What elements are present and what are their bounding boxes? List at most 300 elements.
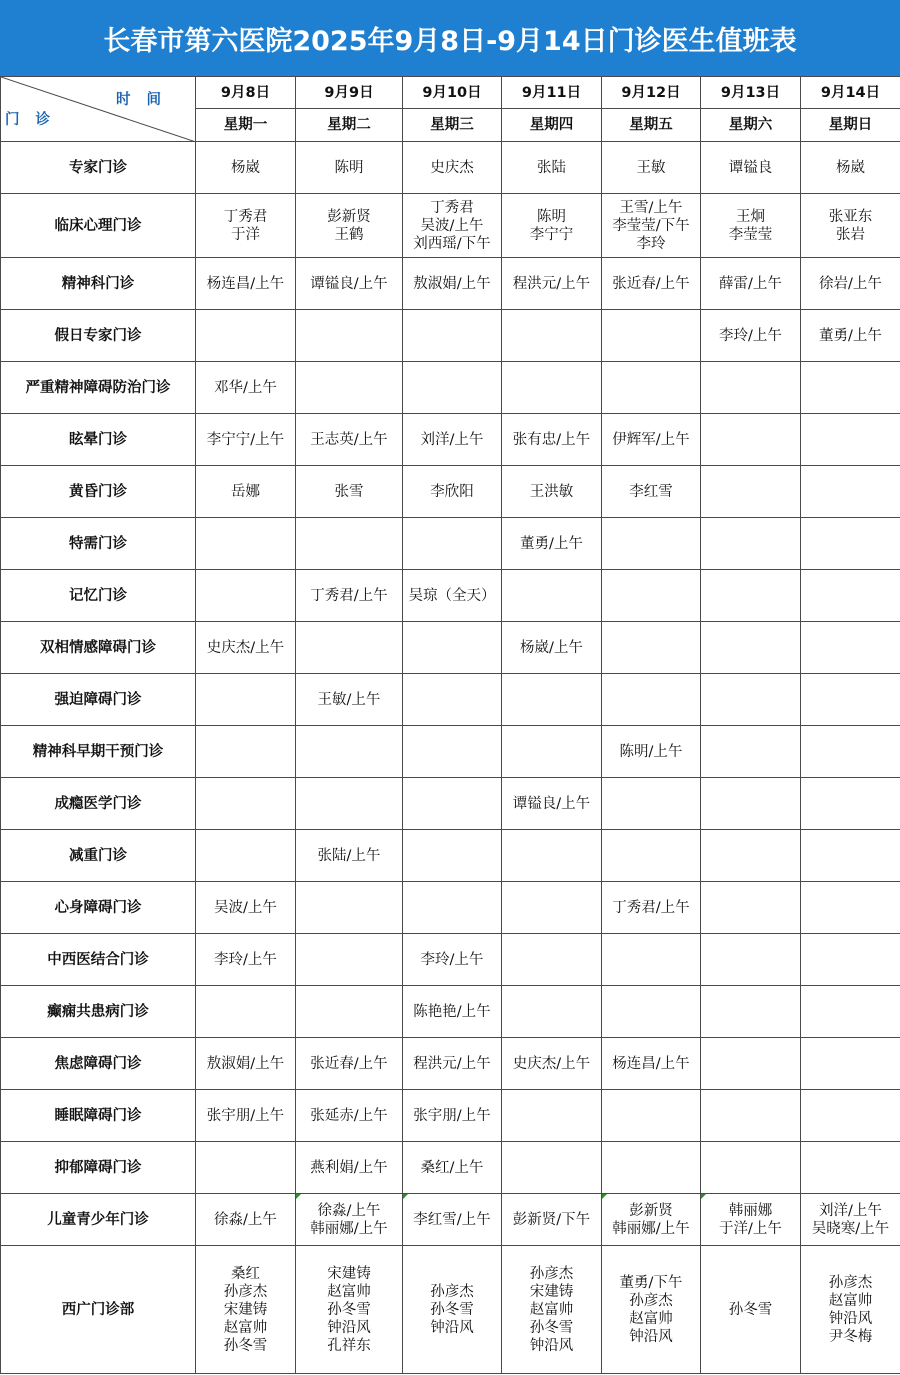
doctor-entry: 李红雪/上午 bbox=[413, 1211, 491, 1228]
clinic-name: 特需门诊 bbox=[1, 518, 196, 570]
schedule-cell bbox=[403, 674, 502, 726]
schedule-cell bbox=[196, 518, 296, 570]
schedule-cell bbox=[196, 622, 296, 674]
schedule-cell bbox=[502, 934, 602, 986]
schedule-cell bbox=[196, 674, 296, 726]
doctor-entry: 史庆杰/上午 bbox=[512, 1055, 591, 1072]
schedule-cell bbox=[502, 830, 602, 882]
doctor-entry: 张雪 bbox=[334, 483, 364, 500]
doctor-entry: 张有忠/上午 bbox=[512, 431, 591, 448]
schedule-cell bbox=[403, 934, 502, 986]
schedule-cell bbox=[801, 258, 900, 310]
schedule-cell bbox=[602, 1246, 701, 1374]
doctor-entry: 敖淑娟/上午 bbox=[206, 1055, 285, 1072]
schedule-cell bbox=[403, 570, 502, 622]
clinic-name: 强迫障碍门诊 bbox=[1, 674, 196, 726]
doctor-entry: 彭新贤 bbox=[629, 1202, 673, 1219]
schedule-cell bbox=[602, 1194, 701, 1246]
schedule-cell bbox=[502, 1194, 602, 1246]
schedule-cell bbox=[801, 622, 900, 674]
schedule-cell bbox=[801, 778, 900, 830]
doctor-entry: 敖淑娟/上午 bbox=[413, 275, 491, 292]
schedule-cell bbox=[701, 466, 801, 518]
date-header: 9月13日 bbox=[701, 77, 801, 109]
doctor-entry: 岳娜 bbox=[231, 483, 260, 500]
doctor-entry: 刘洋/上午 bbox=[420, 431, 484, 448]
schedule-cell bbox=[196, 1142, 296, 1194]
doctor-entry: 孙冬雪 bbox=[430, 1301, 474, 1318]
schedule-cell bbox=[801, 518, 900, 570]
doctor-entry: 王敏/上午 bbox=[317, 691, 381, 708]
schedule-cell bbox=[296, 986, 403, 1038]
doctor-entry: 韩丽娜/上午 bbox=[310, 1220, 388, 1237]
doctor-entry: 杨崴 bbox=[836, 159, 865, 176]
date-header: 9月10日 bbox=[403, 77, 502, 109]
corner-time-label: 时间 bbox=[116, 92, 177, 108]
weekday-header: 星期一 bbox=[196, 109, 296, 142]
weekday-header: 星期四 bbox=[502, 109, 602, 142]
schedule-cell bbox=[403, 258, 502, 310]
schedule-cell bbox=[502, 142, 602, 194]
schedule-cell bbox=[801, 1038, 900, 1090]
schedule-cell bbox=[403, 1142, 502, 1194]
clinic-name: 儿童青少年门诊 bbox=[1, 1194, 196, 1246]
schedule-cell bbox=[602, 830, 701, 882]
schedule-cell bbox=[296, 1090, 403, 1142]
weekday-header: 星期二 bbox=[296, 109, 403, 142]
schedule-cell bbox=[403, 830, 502, 882]
doctor-entry: 李莹莹 bbox=[728, 226, 773, 243]
schedule-cell bbox=[196, 414, 296, 466]
schedule-cell bbox=[701, 622, 801, 674]
doctor-entry: 桑红 bbox=[231, 1265, 260, 1282]
doctor-entry: 张近春/上午 bbox=[310, 1055, 388, 1072]
doctor-entry: 张陆 bbox=[537, 159, 566, 176]
doctor-entry: 杨崴 bbox=[231, 159, 260, 176]
schedule-cell bbox=[801, 882, 900, 934]
doctor-entry: 李欣阳 bbox=[430, 483, 474, 500]
table-row bbox=[1, 1038, 900, 1090]
doctor-entry: 杨连昌/上午 bbox=[612, 1055, 690, 1072]
doctor-entry: 钟沿风 bbox=[529, 1337, 574, 1354]
doctor-entry: 彭新贤/下午 bbox=[512, 1211, 591, 1228]
schedule-cell bbox=[502, 258, 602, 310]
schedule-cell bbox=[196, 570, 296, 622]
table-row bbox=[1, 362, 900, 414]
schedule-cell bbox=[701, 414, 801, 466]
schedule-cell bbox=[403, 1246, 502, 1374]
doctor-entry: 钟沿风 bbox=[629, 1328, 673, 1345]
clinic-name: 双相情感障碍门诊 bbox=[1, 622, 196, 674]
doctor-entry: 王洪敏 bbox=[529, 483, 574, 500]
table-row bbox=[1, 142, 900, 194]
doctor-entry: 王敏 bbox=[636, 159, 666, 176]
doctor-entry: 王炯 bbox=[736, 208, 765, 225]
schedule-cell bbox=[701, 258, 801, 310]
doctor-entry: 徐淼/上午 bbox=[214, 1211, 277, 1228]
schedule-cell bbox=[196, 258, 296, 310]
doctor-entry: 吴波/上午 bbox=[420, 217, 484, 234]
doctor-entry: 桑红/上午 bbox=[420, 1159, 484, 1176]
doctor-entry: 李宁宁/上午 bbox=[206, 431, 285, 448]
schedule-cell bbox=[296, 258, 403, 310]
schedule-cell bbox=[602, 362, 701, 414]
doctor-entry: 陈明 bbox=[334, 159, 364, 176]
table-row bbox=[1, 1090, 900, 1142]
doctor-entry: 陈明 bbox=[537, 208, 566, 225]
schedule-cell bbox=[502, 1038, 602, 1090]
doctor-entry: 赵富帅 bbox=[828, 1292, 873, 1309]
doctor-entry: 谭镒良/上午 bbox=[310, 275, 388, 292]
schedule-cell bbox=[196, 1246, 296, 1374]
schedule-cell bbox=[196, 466, 296, 518]
table-row bbox=[1, 986, 900, 1038]
doctor-entry: 赵富帅 bbox=[327, 1283, 371, 1300]
schedule-cell bbox=[602, 934, 701, 986]
schedule-cell bbox=[602, 674, 701, 726]
schedule-cell bbox=[196, 362, 296, 414]
schedule-cell bbox=[701, 1142, 801, 1194]
doctor-entry: 钟沿风 bbox=[430, 1319, 474, 1336]
schedule-cell bbox=[296, 934, 403, 986]
schedule-cell bbox=[403, 1194, 502, 1246]
clinic-name: 眩晕门诊 bbox=[1, 414, 196, 466]
schedule-cell bbox=[801, 986, 900, 1038]
schedule-cell bbox=[296, 1246, 403, 1374]
schedule-cell bbox=[602, 1142, 701, 1194]
schedule-cell bbox=[296, 194, 403, 258]
doctor-entry: 于洋/上午 bbox=[719, 1220, 782, 1237]
doctor-entry: 宋建铸 bbox=[327, 1265, 371, 1282]
clinic-name: 专家门诊 bbox=[1, 142, 196, 194]
table-row bbox=[1, 1142, 900, 1194]
date-header: 9月14日 bbox=[801, 77, 900, 109]
doctor-entry: 杨连昌/上午 bbox=[206, 275, 285, 292]
schedule-cell bbox=[602, 194, 701, 258]
schedule-cell bbox=[701, 1194, 801, 1246]
schedule-cell bbox=[602, 1038, 701, 1090]
doctor-entry: 陈明/上午 bbox=[619, 743, 683, 760]
schedule-cell bbox=[701, 518, 801, 570]
table-row bbox=[1, 1194, 900, 1246]
clinic-name: 精神科门诊 bbox=[1, 258, 196, 310]
schedule-cell bbox=[296, 518, 403, 570]
schedule-cell bbox=[502, 466, 602, 518]
schedule-cell bbox=[296, 142, 403, 194]
table-row bbox=[1, 726, 900, 778]
schedule-cell bbox=[196, 882, 296, 934]
corner-clinic-label: 门诊 bbox=[5, 112, 66, 128]
schedule-cell bbox=[296, 726, 403, 778]
doctor-entry: 程洪元/上午 bbox=[512, 275, 591, 292]
schedule-cell bbox=[296, 1142, 403, 1194]
schedule-cell bbox=[296, 674, 403, 726]
doctor-entry: 张亚东 bbox=[828, 208, 873, 225]
schedule-cell bbox=[502, 1246, 602, 1374]
doctor-entry: 王雪/上午 bbox=[619, 199, 683, 216]
doctor-entry: 李红雪 bbox=[629, 483, 673, 500]
clinic-name: 抑郁障碍门诊 bbox=[1, 1142, 196, 1194]
doctor-entry: 丁秀君 bbox=[430, 199, 474, 216]
doctor-entry: 张宇朋/上午 bbox=[206, 1107, 285, 1124]
clinic-name: 睡眠障碍门诊 bbox=[1, 1090, 196, 1142]
schedule-cell bbox=[296, 622, 403, 674]
corner-header bbox=[1, 77, 196, 142]
page-title: 长春市第六医院2025年9月8日-9月14日门诊医生值班表 bbox=[0, 0, 900, 76]
schedule-cell bbox=[801, 1142, 900, 1194]
schedule-cell bbox=[196, 1090, 296, 1142]
doctor-entry: 孙彦杰 bbox=[529, 1265, 574, 1282]
schedule-cell bbox=[403, 1090, 502, 1142]
schedule-cell bbox=[502, 674, 602, 726]
doctor-entry: 孙冬雪 bbox=[529, 1319, 574, 1336]
schedule-cell bbox=[196, 1038, 296, 1090]
schedule-cell bbox=[602, 882, 701, 934]
doctor-entry: 燕利娟/上午 bbox=[310, 1159, 388, 1176]
schedule-cell bbox=[801, 830, 900, 882]
schedule-cell bbox=[196, 1194, 296, 1246]
schedule-cell bbox=[801, 414, 900, 466]
doctor-entry: 杨崴/上午 bbox=[520, 639, 583, 656]
doctor-entry: 董勇/上午 bbox=[520, 535, 583, 552]
table-row bbox=[1, 570, 900, 622]
table-row bbox=[1, 258, 900, 310]
doctor-entry: 孙彦杰 bbox=[430, 1283, 474, 1300]
doctor-entry: 张陆/上午 bbox=[317, 847, 381, 864]
table-row bbox=[1, 466, 900, 518]
schedule-cell bbox=[801, 1090, 900, 1142]
schedule-cell bbox=[701, 986, 801, 1038]
table-row bbox=[1, 622, 900, 674]
schedule-cell bbox=[296, 1194, 403, 1246]
schedule-cell bbox=[502, 362, 602, 414]
schedule-cell bbox=[502, 1142, 602, 1194]
clinic-name: 心身障碍门诊 bbox=[1, 882, 196, 934]
schedule-cell bbox=[502, 518, 602, 570]
schedule-cell bbox=[403, 414, 502, 466]
weekday-header: 星期五 bbox=[602, 109, 701, 142]
schedule-cell bbox=[701, 830, 801, 882]
schedule-cell bbox=[801, 1246, 900, 1374]
doctor-entry: 钟沿风 bbox=[327, 1319, 371, 1336]
schedule-cell bbox=[296, 570, 403, 622]
schedule-cell bbox=[502, 310, 602, 362]
doctor-entry: 谭镒良 bbox=[728, 159, 773, 176]
clinic-name: 假日专家门诊 bbox=[1, 310, 196, 362]
schedule-cell bbox=[701, 570, 801, 622]
doctor-entry: 薛雷/上午 bbox=[719, 275, 782, 292]
schedule-cell bbox=[701, 362, 801, 414]
schedule-cell bbox=[403, 518, 502, 570]
doctor-entry: 邓华/上午 bbox=[214, 379, 277, 396]
doctor-entry: 孙冬雪 bbox=[728, 1301, 773, 1318]
doctor-entry: 李玲 bbox=[636, 235, 666, 252]
table-row bbox=[1, 882, 900, 934]
schedule-cell bbox=[502, 986, 602, 1038]
schedule-cell bbox=[801, 1194, 900, 1246]
doctor-entry: 史庆杰/上午 bbox=[206, 639, 285, 656]
schedule-cell bbox=[502, 194, 602, 258]
schedule-cell bbox=[801, 934, 900, 986]
doctor-entry: 于洋 bbox=[231, 226, 260, 243]
doctor-entry: 宋建铸 bbox=[223, 1301, 268, 1318]
table-row bbox=[1, 674, 900, 726]
schedule-cell bbox=[602, 570, 701, 622]
doctor-entry: 张延赤/上午 bbox=[310, 1107, 388, 1124]
schedule-cell bbox=[502, 1090, 602, 1142]
weekday-header: 星期三 bbox=[403, 109, 502, 142]
doctor-entry: 史庆杰 bbox=[430, 159, 474, 176]
doctor-entry: 李玲/上午 bbox=[719, 327, 782, 344]
doctor-entry: 孙冬雪 bbox=[223, 1337, 268, 1354]
doctor-entry: 钟沿风 bbox=[828, 1310, 873, 1327]
schedule-cell bbox=[801, 466, 900, 518]
schedule-cell bbox=[701, 674, 801, 726]
header-row-dates bbox=[1, 77, 900, 109]
schedule-cell bbox=[403, 310, 502, 362]
schedule-cell bbox=[403, 882, 502, 934]
schedule-cell bbox=[403, 726, 502, 778]
schedule-cell bbox=[502, 414, 602, 466]
schedule-cell bbox=[296, 362, 403, 414]
schedule-cell bbox=[196, 194, 296, 258]
schedule-cell bbox=[602, 310, 701, 362]
schedule-cell bbox=[296, 882, 403, 934]
date-header: 9月11日 bbox=[502, 77, 602, 109]
schedule-cell bbox=[801, 674, 900, 726]
table-row bbox=[1, 934, 900, 986]
doctor-entry: 孔祥东 bbox=[327, 1337, 371, 1354]
schedule-cell bbox=[602, 986, 701, 1038]
weekday-header: 星期日 bbox=[801, 109, 900, 142]
schedule-cell bbox=[801, 310, 900, 362]
doctor-entry: 韩丽娜 bbox=[728, 1202, 773, 1219]
schedule-cell bbox=[296, 466, 403, 518]
clinic-name: 西广门诊部 bbox=[1, 1246, 196, 1374]
date-header: 9月9日 bbox=[296, 77, 403, 109]
schedule-cell bbox=[602, 1090, 701, 1142]
doctor-entry: 陈艳艳/上午 bbox=[413, 1003, 491, 1020]
schedule-cell bbox=[196, 986, 296, 1038]
doctor-entry: 孙彦杰 bbox=[223, 1283, 268, 1300]
table-row bbox=[1, 830, 900, 882]
doctor-entry: 宋建铸 bbox=[529, 1283, 574, 1300]
doctor-entry: 董勇/上午 bbox=[819, 327, 882, 344]
schedule-cell bbox=[701, 1038, 801, 1090]
doctor-entry: 张岩 bbox=[836, 226, 865, 243]
doctor-entry: 张近春/上午 bbox=[612, 275, 690, 292]
schedule-cell bbox=[502, 726, 602, 778]
corner-diagonal bbox=[1, 77, 196, 142]
clinic-name: 焦虑障碍门诊 bbox=[1, 1038, 196, 1090]
doctor-entry: 徐岩/上午 bbox=[819, 275, 882, 292]
doctor-entry: 丁秀君/上午 bbox=[612, 899, 690, 916]
schedule-cell bbox=[602, 466, 701, 518]
schedule-cell bbox=[602, 518, 701, 570]
schedule-cell bbox=[801, 726, 900, 778]
table-row bbox=[1, 194, 900, 258]
doctor-entry: 李宁宁 bbox=[529, 226, 574, 243]
schedule-cell bbox=[403, 986, 502, 1038]
schedule-cell bbox=[801, 570, 900, 622]
doctor-entry: 刘洋/上午 bbox=[819, 1202, 882, 1219]
schedule-cell bbox=[602, 622, 701, 674]
schedule-cell bbox=[403, 142, 502, 194]
schedule-cell bbox=[701, 142, 801, 194]
schedule-cell bbox=[296, 778, 403, 830]
clinic-name: 黄昏门诊 bbox=[1, 466, 196, 518]
doctor-entry: 董勇/下午 bbox=[619, 1274, 683, 1291]
schedule-cell bbox=[602, 414, 701, 466]
doctor-entry: 赵富帅 bbox=[629, 1310, 673, 1327]
clinic-name: 成瘾医学门诊 bbox=[1, 778, 196, 830]
doctor-entry: 吴波/上午 bbox=[214, 899, 277, 916]
schedule-cell bbox=[403, 194, 502, 258]
table-row bbox=[1, 414, 900, 466]
clinic-name: 癫痫共患病门诊 bbox=[1, 986, 196, 1038]
schedule-table bbox=[0, 76, 900, 1374]
doctor-entry: 孙彦杰 bbox=[828, 1274, 873, 1291]
doctor-entry: 韩丽娜/上午 bbox=[612, 1220, 690, 1237]
schedule-cell bbox=[801, 362, 900, 414]
schedule-cell bbox=[701, 310, 801, 362]
schedule-cell bbox=[701, 194, 801, 258]
table-row bbox=[1, 778, 900, 830]
schedule-cell bbox=[196, 726, 296, 778]
clinic-name: 中西医结合门诊 bbox=[1, 934, 196, 986]
schedule-cell bbox=[296, 830, 403, 882]
schedule-cell bbox=[701, 726, 801, 778]
clinic-name: 精神科早期干预门诊 bbox=[1, 726, 196, 778]
schedule-cell bbox=[502, 622, 602, 674]
doctor-entry: 彭新贤 bbox=[327, 208, 371, 225]
doctor-entry: 程洪元/上午 bbox=[413, 1055, 491, 1072]
doctor-entry: 徐淼/上午 bbox=[317, 1202, 381, 1219]
doctor-entry: 刘西瑶/下午 bbox=[413, 235, 491, 252]
clinic-name: 记忆门诊 bbox=[1, 570, 196, 622]
date-header: 9月8日 bbox=[196, 77, 296, 109]
schedule-cell bbox=[701, 934, 801, 986]
schedule-cell bbox=[196, 310, 296, 362]
clinic-name: 减重门诊 bbox=[1, 830, 196, 882]
schedule-cell bbox=[701, 778, 801, 830]
schedule-cell bbox=[602, 258, 701, 310]
schedule-cell bbox=[296, 414, 403, 466]
schedule-cell bbox=[602, 142, 701, 194]
clinic-name: 严重精神障碍防治门诊 bbox=[1, 362, 196, 414]
schedule-body bbox=[1, 77, 900, 1374]
doctor-entry: 丁秀君 bbox=[223, 208, 268, 225]
table-row bbox=[1, 310, 900, 362]
doctor-entry: 孙彦杰 bbox=[629, 1292, 673, 1309]
schedule-cell bbox=[502, 570, 602, 622]
table-row bbox=[1, 518, 900, 570]
clinic-name: 临床心理门诊 bbox=[1, 194, 196, 258]
schedule-cell bbox=[502, 778, 602, 830]
doctor-entry: 吴晓寒/上午 bbox=[811, 1220, 890, 1237]
schedule-cell bbox=[196, 142, 296, 194]
schedule-cell bbox=[403, 778, 502, 830]
schedule-cell bbox=[403, 1038, 502, 1090]
schedule-cell bbox=[602, 726, 701, 778]
doctor-entry: 李玲/上午 bbox=[214, 951, 277, 968]
schedule-cell bbox=[701, 1090, 801, 1142]
doctor-entry: 李玲/上午 bbox=[420, 951, 484, 968]
weekday-header: 星期六 bbox=[701, 109, 801, 142]
schedule-cell bbox=[403, 362, 502, 414]
doctor-entry: 尹冬梅 bbox=[828, 1328, 873, 1345]
doctor-entry: 赵富帅 bbox=[529, 1301, 574, 1318]
